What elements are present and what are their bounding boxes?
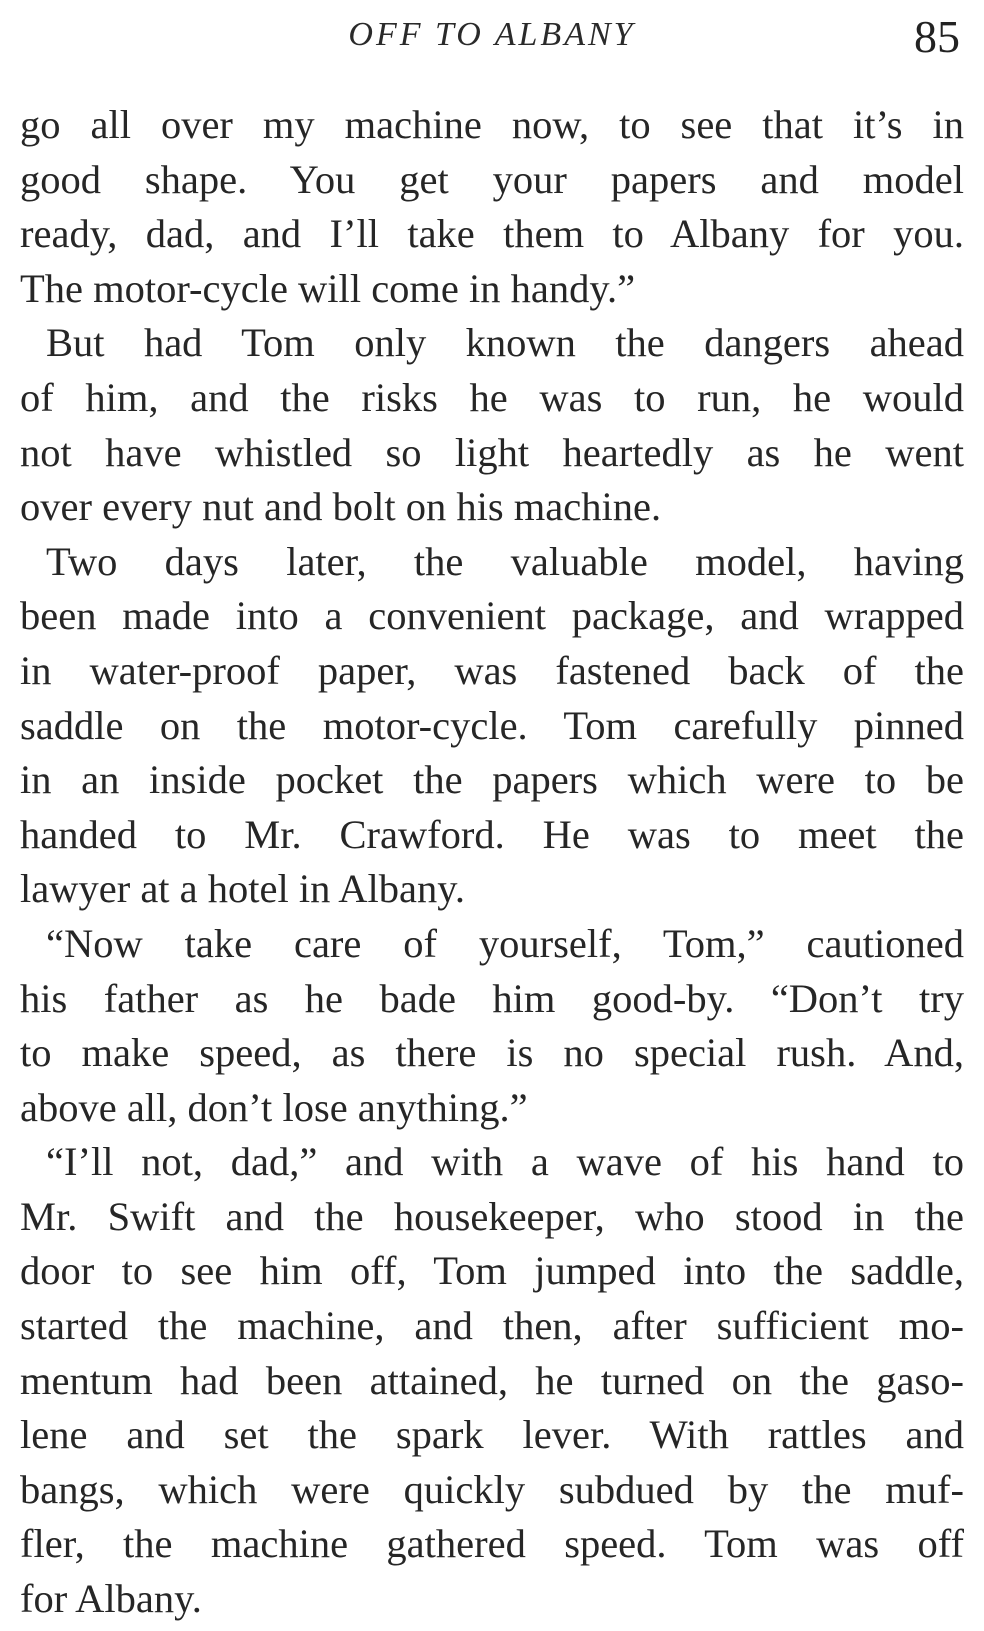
text-line: The motor-cycle will come in handy.”: [20, 265, 636, 311]
text-line: above all, don’t lose anything.”: [20, 1084, 528, 1130]
text-line: for Albany.: [20, 1576, 202, 1622]
text-line: “Now take care of yourself, Tom,” cautioned: [46, 920, 964, 966]
text-line: not have whistled so light heartedly as he went: [20, 429, 964, 475]
text-line: go all over my machine now, to see that it’s in: [20, 102, 964, 147]
text-line: mentum had been attained, he turned on the gaso-: [20, 1357, 964, 1403]
page-number: 85: [914, 11, 960, 62]
text-line: to make speed, as there is no special rush. And,: [20, 1030, 964, 1076]
text-line: saddle on the motor-cycle. Tom carefully pinned: [20, 702, 964, 748]
text-line: Mr. Swift and the housekeeper, who stood in the: [20, 1193, 964, 1239]
text-line: handed to Mr. Crawford. He was to meet the: [20, 811, 964, 857]
text-line: But had Tom only known the dangers ahead: [46, 320, 964, 366]
text-line: of him, and the risks he was to run, he would: [20, 374, 964, 420]
running-title: OFF TO ALBANY: [348, 16, 636, 53]
book-page: [20, 8, 964, 1627]
text-line: Two days later, the valuable model, having: [46, 538, 964, 584]
text-line: fler, the machine gathered speed. Tom was off: [20, 1521, 964, 1567]
text-line: in water-proof paper, was fastened back of the: [20, 647, 964, 693]
text-line: ready, dad, and I’ll take them to Albany for you.: [20, 211, 964, 257]
text-line: “I’ll not, dad,” and with a wave of his hand to: [46, 1139, 964, 1185]
text-line: door to see him off, Tom jumped into the saddle,: [20, 1248, 964, 1294]
body-text: [20, 98, 964, 1627]
text-line: bangs, which were quickly subdued by the muf-: [20, 1466, 964, 1512]
text-line: lene and set the spark lever. With rattles and: [20, 1412, 964, 1458]
text-line: started the machine, and then, after sufficient mo-: [20, 1303, 964, 1349]
text-line: his father as he bade him good-by. “Don’t try: [20, 975, 964, 1021]
running-head: [20, 8, 964, 78]
text-line: good shape. You get your papers and model: [20, 156, 964, 202]
text-line: lawyer at a hotel in Albany.: [20, 866, 465, 912]
text-line: in an inside pocket the papers which were to be: [20, 757, 964, 803]
text-line: over every nut and bolt on his machine.: [20, 484, 662, 530]
text-line: been made into a convenient package, and wrapped: [20, 593, 964, 639]
